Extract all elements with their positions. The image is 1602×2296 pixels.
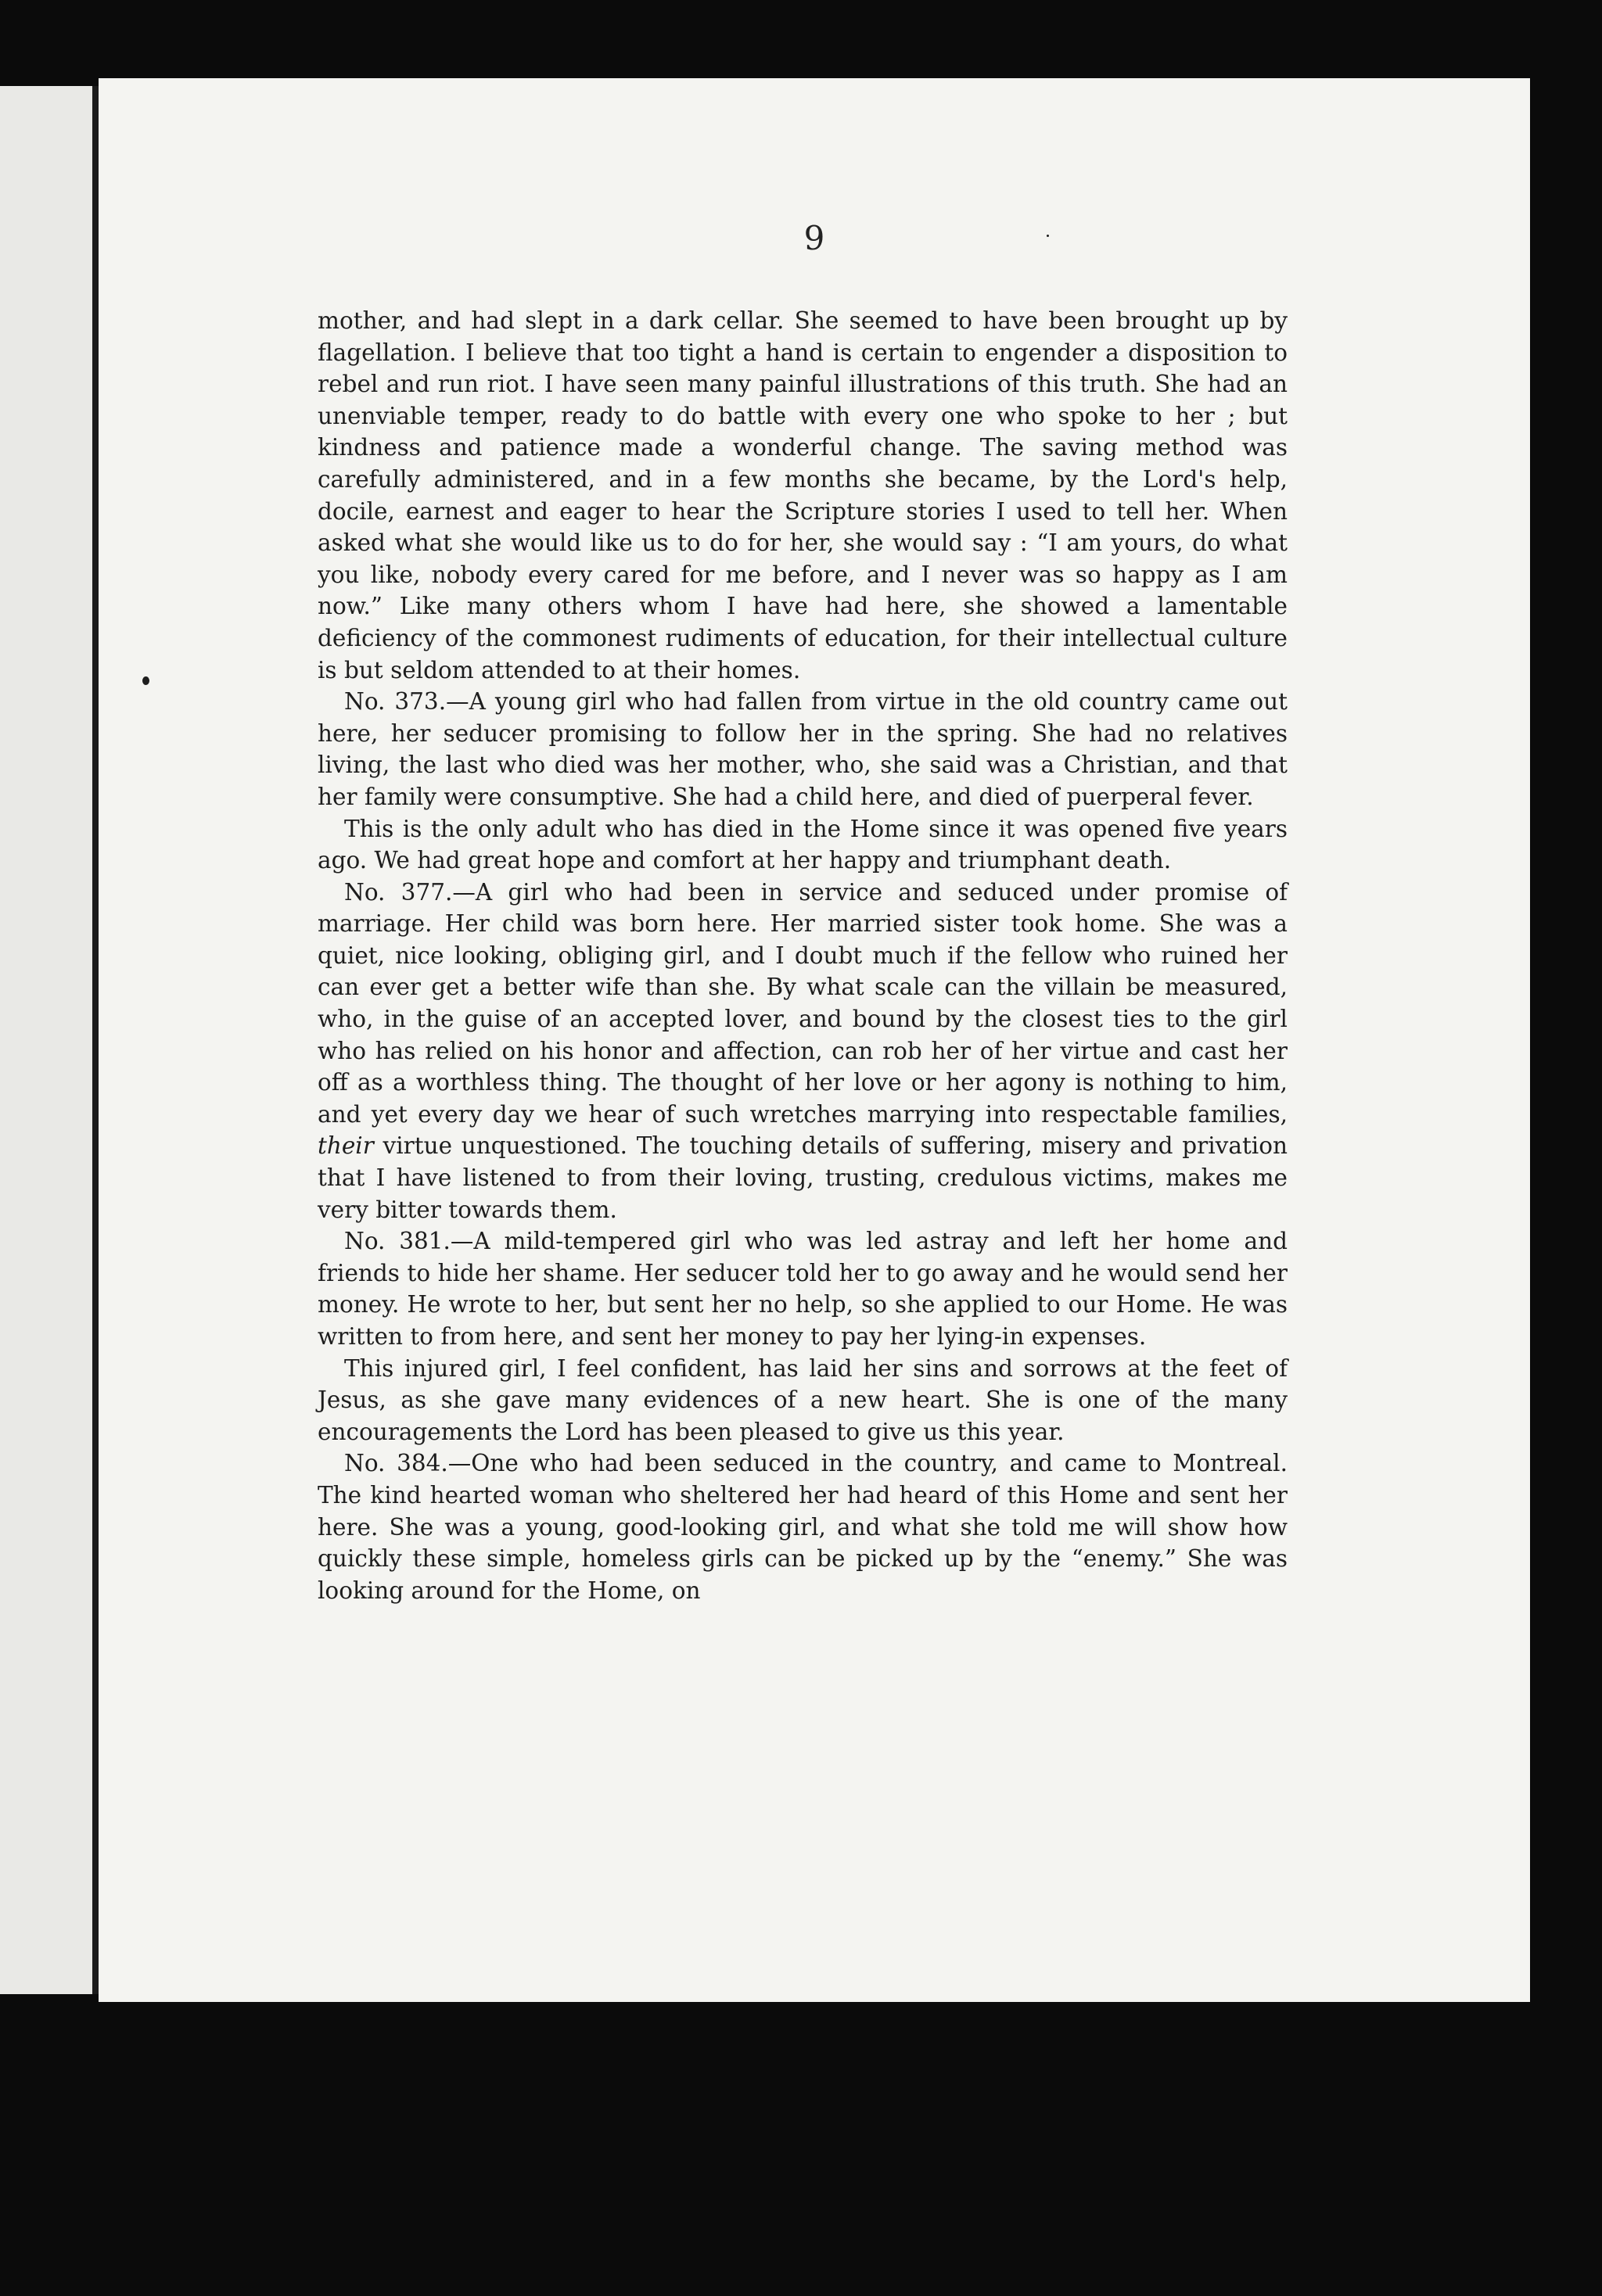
paragraph: mother, and had slept in a dark cellar. She seemed to have been brought up by flagellation. I believe that too tight a hand is certain to engender a disposition to rebel and run riot. I have seen many painful illustrations of this truth. She had an unenviable temper, ready to do battle with every one who spoke to her ; but kindness and patience made a wonderful change. The saving method was carefully administered, and in a few months she became, by the Lord's help, docile, earnest and eager to hear the Scripture stories I used to tell her. When asked what she would like us to do for her, she would say : “I am yours, do what you like, nobody every cared for me before, and I never was so happy as I am now.” Like many others whom I have had here, she showed a lamentable deficiency of the commonest rudiments of education, for their intellectual culture is but seldom attended to at their homes.	[318, 307, 1288, 683]
page-number: 9	[803, 219, 825, 257]
paragraph-case-373: No. 373.—A young girl who had fallen from virtue in the old country came out here, her seducer promising to follow her in the spring. She had no relatives living, the last who died was her mother, who, she said was a Christian, and that her family were consumptive. She had a child here, and died of puerperal fever.	[318, 688, 1288, 810]
paragraph-text: virtue unquestioned. The touching details of suffering, misery and privation that I have listened to from their loving, trusting, credulous victims, makes me very bitter towards them.	[318, 1132, 1288, 1223]
document-page	[99, 78, 1530, 2002]
paragraph: This is the only adult who has died in the Home since it was opened five years ago. We had great hope and comfort at her happy and triumphant death.	[318, 815, 1288, 874]
ink-speck	[1047, 235, 1049, 237]
paragraph-case-381: No. 381.—A mild-tempered girl who was led astray and left her home and friends to hide her shame. Her seducer told her to go away and he would send her money. He wrote to her, but sent her no help, so she applied to our Home. He was written to from here, and sent her money to pay her lying-in expenses.	[318, 1228, 1288, 1350]
paragraph-case-384: No. 384.—One who had been seduced in the country, and came to Montreal. The kind hearted woman who sheltered her had heard of this Home and sent her here. She was a young, good-looking girl, and what she told me will show how quickly these simple, homeless girls can be picked up by the “enemy.” She was looking around for the Home, on	[318, 1450, 1288, 1604]
ink-speck	[142, 676, 149, 685]
paragraph-case-377	[318, 877, 1288, 1226]
body-text	[318, 305, 1288, 1606]
binding-fold	[92, 86, 99, 1994]
paragraph: This injured girl, I feel confident, has laid her sins and sorrows at the feet of Jesus, as she gave many evidences of a new heart. She is one of the many encouragements the Lord has been pleased to give us this year.	[318, 1354, 1288, 1445]
facing-page-edge	[0, 86, 95, 1994]
paragraph-text: No. 377.—A girl who had been in service and seduced under promise of marriage. Her child was born here. Her married sister took home. She was a quiet, nice looking, obliging girl, and I doubt much if the fellow who ruined her can ever get a better wife than she. By what scale can the villain be measured, who, in the guise of an accepted lover, and bound by the closest ties to the girl who has relied on his honor and affection, can rob her of her virtue and cast her off as a worthless thing. The thought of her love or her agony is nothing to him, and yet every day we hear of such wretches marrying into respectable families,	[318, 878, 1288, 1128]
italic-word: their	[318, 1132, 374, 1160]
